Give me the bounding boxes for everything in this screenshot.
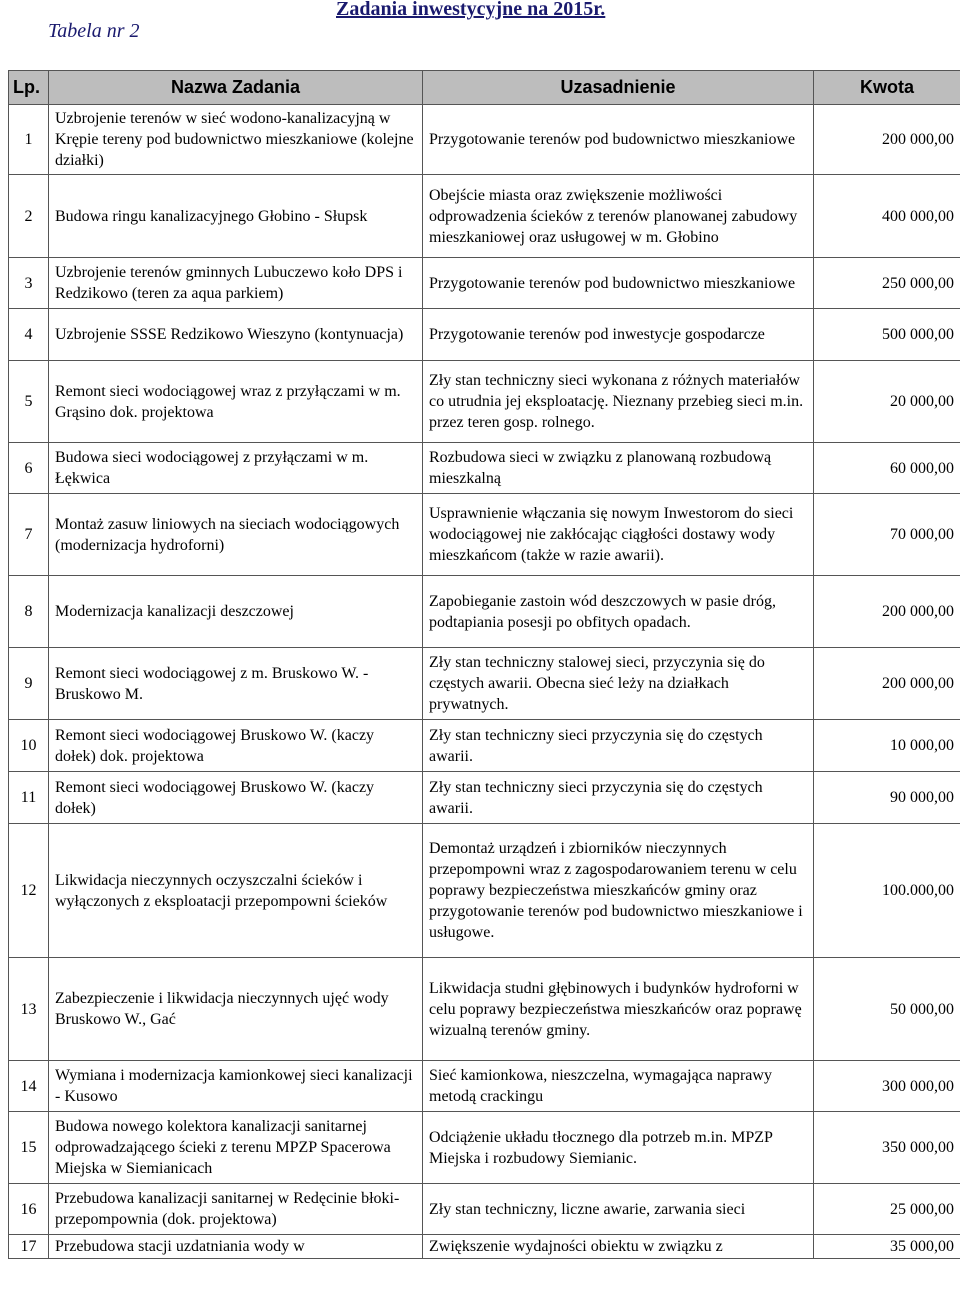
table-row	[9, 1112, 960, 1184]
table-body	[9, 105, 960, 1259]
investment-table	[8, 70, 960, 1259]
table-row	[9, 720, 960, 772]
row-number: 2	[9, 175, 49, 258]
row-number: 15	[9, 1112, 49, 1184]
task-justification: Zły stan techniczny, liczne awarie, zarwania sieci	[423, 1184, 814, 1235]
row-number: 1	[9, 105, 49, 175]
task-name: Przebudowa kanalizacji sanitarnej w Redęcinie błoki-przepompownia (dok. projektowa)	[49, 1184, 423, 1235]
task-justification: Zły stan techniczny stalowej sieci, przyczynia się do częstych awarii. Obecna sieć leży na działkach prywatnych.	[423, 648, 814, 720]
task-name: Uzbrojenie terenów w sieć wodono-kanalizacyjną w Krępie tereny pod budownictwo mieszkaniowe (kolejne działki)	[49, 105, 423, 175]
task-name: Remont sieci wodociągowej wraz z przyłączami w m. Grąsino dok. projektowa	[49, 361, 423, 443]
table-row	[9, 1061, 960, 1112]
column-header-lp: Lp.	[9, 71, 49, 105]
table-row	[9, 443, 960, 494]
task-name: Uzbrojenie terenów gminnych Lubuczewo koło DPS i Redzikowo (teren za aqua parkiem)	[49, 258, 423, 309]
table-row	[9, 772, 960, 824]
column-header-amount: Kwota	[814, 71, 960, 105]
task-justification: Sieć kamionkowa, nieszczelna, wymagająca naprawy metodą crackingu	[423, 1061, 814, 1112]
task-name: Modernizacja kanalizacji deszczowej	[49, 576, 423, 648]
task-amount: 350 000,00	[814, 1112, 960, 1184]
task-justification: Zły stan techniczny sieci przyczynia się do częstych awarii.	[423, 720, 814, 772]
table-number-label: Tabela nr 2	[48, 20, 140, 42]
task-amount: 100.000,00	[814, 824, 960, 958]
row-number: 13	[9, 958, 49, 1061]
task-name: Przebudowa stacji uzdatniania wody w	[49, 1235, 423, 1259]
task-amount: 70 000,00	[814, 494, 960, 576]
task-justification: Przygotowanie terenów pod inwestycje gospodarcze	[423, 309, 814, 361]
table-row	[9, 576, 960, 648]
task-amount: 200 000,00	[814, 576, 960, 648]
table-row	[9, 309, 960, 361]
table-row	[9, 1235, 960, 1259]
task-amount: 300 000,00	[814, 1061, 960, 1112]
task-justification: Przygotowanie terenów pod budownictwo mieszkaniowe	[423, 258, 814, 309]
task-amount: 10 000,00	[814, 720, 960, 772]
row-number: 11	[9, 772, 49, 824]
row-number: 7	[9, 494, 49, 576]
table-row	[9, 1184, 960, 1235]
task-justification: Obejście miasta oraz zwiększenie możliwości odprowadzenia ścieków z terenów planowanej zabudowy mieszkaniowej oraz usługowej w m. Głobino	[423, 175, 814, 258]
task-amount: 200 000,00	[814, 105, 960, 175]
task-name: Remont sieci wodociągowej z m. Bruskowo W. - Bruskowo M.	[49, 648, 423, 720]
table-row	[9, 648, 960, 720]
task-name: Remont sieci wodociągowej Bruskowo W. (kaczy dołek)	[49, 772, 423, 824]
task-name: Zabezpieczenie i likwidacja nieczynnych ujęć wody Bruskowo W., Gać	[49, 958, 423, 1061]
task-justification: Demontaż urządzeń i zbiorników nieczynnych przepompowni wraz z zagospodarowaniem terenu w celu poprawy bezpieczeństwa mieszkańców gminy oraz przygotowanie terenów pod budownictwo mieszkaniowe i usługowe.	[423, 824, 814, 958]
task-name: Budowa sieci wodociągowej z przyłączami w m. Łękwica	[49, 443, 423, 494]
row-number: 5	[9, 361, 49, 443]
row-number: 4	[9, 309, 49, 361]
document-title: Zadania inwestycyjne na 2015r.	[336, 0, 606, 20]
row-number: 3	[9, 258, 49, 309]
table-row	[9, 175, 960, 258]
table-row	[9, 361, 960, 443]
column-header-justification: Uzasadnienie	[423, 71, 814, 105]
row-number: 16	[9, 1184, 49, 1235]
column-header-name: Nazwa Zadania	[49, 71, 423, 105]
task-amount: 200 000,00	[814, 648, 960, 720]
task-amount: 35 000,00	[814, 1235, 960, 1259]
task-amount: 250 000,00	[814, 258, 960, 309]
row-number: 14	[9, 1061, 49, 1112]
task-name: Budowa nowego kolektora kanalizacji sanitarnej odprowadzającego ścieki z terenu MPZP Spacerowa Miejska w Siemianicach	[49, 1112, 423, 1184]
task-justification: Odciążenie układu tłocznego dla potrzeb m.in. MPZP Miejska i rozbudowy Siemianic.	[423, 1112, 814, 1184]
task-justification: Zły stan techniczny sieci wykonana z różnych materiałów co utrudnia jej eksploatację. Nieznany przebieg sieci m.in. przez teren gosp. rolnego.	[423, 361, 814, 443]
table-row	[9, 494, 960, 576]
task-name: Wymiana i modernizacja kamionkowej sieci kanalizacji - Kusowo	[49, 1061, 423, 1112]
task-justification: Zapobieganie zastoin wód deszczowych w pasie dróg, podtapiania posesji po obfitych opadach.	[423, 576, 814, 648]
task-amount: 400 000,00	[814, 175, 960, 258]
row-number: 9	[9, 648, 49, 720]
table-row	[9, 824, 960, 958]
task-amount: 60 000,00	[814, 443, 960, 494]
table-row	[9, 105, 960, 175]
task-name: Likwidacja nieczynnych oczyszczalni ścieków i wyłączonych z eksploatacji przepompowni ścieków	[49, 824, 423, 958]
table-header-row	[9, 71, 960, 105]
task-justification: Likwidacja studni głębinowych i budynków hydroforni w celu poprawy bezpieczeństwa mieszkańców oraz poprawę wizualną terenów gminy.	[423, 958, 814, 1061]
task-name: Uzbrojenie SSSE Redzikowo Wieszyno (kontynuacja)	[49, 309, 423, 361]
task-amount: 50 000,00	[814, 958, 960, 1061]
row-number: 12	[9, 824, 49, 958]
task-name: Montaż zasuw liniowych na sieciach wodociągowych (modernizacja hydroforni)	[49, 494, 423, 576]
row-number: 6	[9, 443, 49, 494]
row-number: 17	[9, 1235, 49, 1259]
table-row	[9, 258, 960, 309]
task-name: Budowa ringu kanalizacyjnego Głobino - Słupsk	[49, 175, 423, 258]
table-row	[9, 958, 960, 1061]
task-justification: Przygotowanie terenów pod budownictwo mieszkaniowe	[423, 105, 814, 175]
task-justification: Zły stan techniczny sieci przyczynia się do częstych awarii.	[423, 772, 814, 824]
task-amount: 500 000,00	[814, 309, 960, 361]
task-amount: 90 000,00	[814, 772, 960, 824]
task-amount: 20 000,00	[814, 361, 960, 443]
row-number: 10	[9, 720, 49, 772]
row-number: 8	[9, 576, 49, 648]
task-justification: Zwiększenie wydajności obiektu w związku z	[423, 1235, 814, 1259]
task-justification: Usprawnienie włączania się nowym Inwestorom do sieci wodociągowej nie zakłócając ciągłości dostawy wody mieszkańcom (także w razie awarii).	[423, 494, 814, 576]
task-justification: Rozbudowa sieci w związku z planowaną rozbudową mieszkalną	[423, 443, 814, 494]
task-name: Remont sieci wodociągowej Bruskowo W. (kaczy dołek) dok. projektowa	[49, 720, 423, 772]
task-amount: 25 000,00	[814, 1184, 960, 1235]
